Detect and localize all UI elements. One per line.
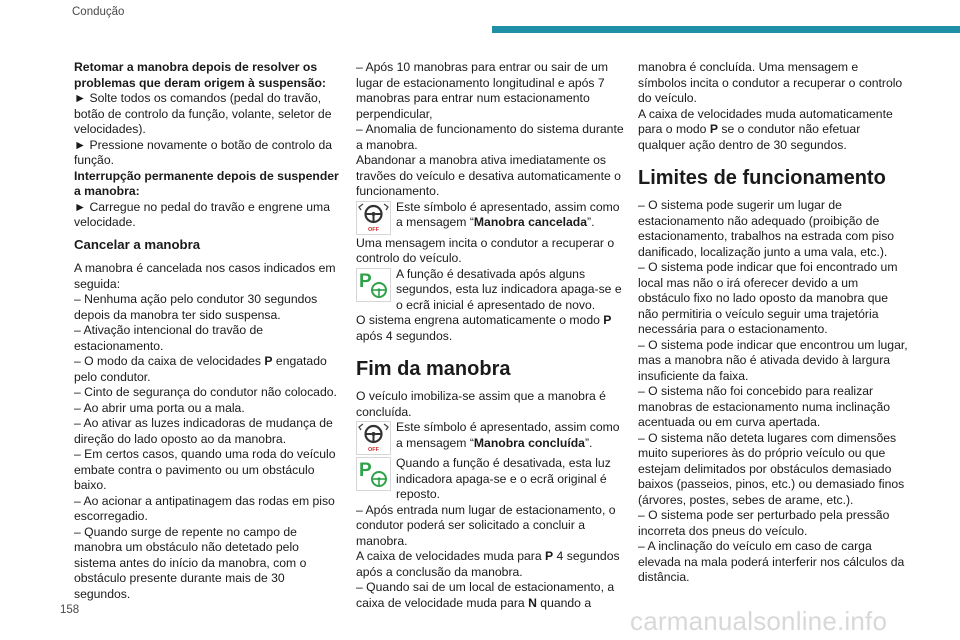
retomar-step-1: ► Solte todos os comandos (pedal do travão, botão de controlo da função, volante, seletor de velocidades). <box>74 91 332 136</box>
park-letter: P <box>359 270 372 292</box>
engrena-bold: P <box>603 313 612 327</box>
cancel-item: – Quando surge de repente no campo de manobra um obstáculo não detetado pelo sistema antes do início da manobra, com o obstáculo presente durante mais de 30 segundos. <box>74 524 307 601</box>
cancel-item: – Ao abrir uma porta ou a mala. <box>74 400 245 415</box>
park-assist-icon <box>356 457 391 491</box>
quando-sai-pre: – Quando sai de um local de estacionamento, a caixa de velocidade muda para <box>356 580 615 610</box>
cancel-item-gear <box>74 354 344 385</box>
quando-sai-post: quando a <box>536 595 592 610</box>
caixa-text <box>356 549 626 580</box>
cancel-item: – Em certos casos, quando uma roda do veículo embate contra o pavimento ou um obstáculo baixo. <box>74 447 336 492</box>
sym1-post: ”. <box>587 215 595 229</box>
engrena-pre: O sistema engrena automaticamente o modo <box>356 313 604 327</box>
cancel-item-gear-text: – O modo da caixa de velocidades <box>74 354 265 368</box>
fim-heading: Fim da manobra <box>356 358 511 380</box>
steering-wheel-off-icon <box>356 421 391 455</box>
limit-item: – A inclinação do veículo em caso de carga elevada na mala poderá interferir nos cálculos da distância. <box>638 539 905 584</box>
sym1-bold: Manobra cancelada <box>473 215 588 229</box>
limit-item: – O sistema não foi concebido para realizar manobras de estacionamento numa inclinação acentuada ou em curva apertada. <box>638 384 891 429</box>
limit-item: – O sistema pode sugerir um lugar de estacionamento não adequado (proibição de estacionamento, trabalhos na estrada com piso danificado, localização junto a uma vala, etc.). <box>638 198 895 259</box>
header-accent-bar <box>492 26 960 33</box>
imobiliza-text: O veículo imobiliza-se assim que a manobra é concluída. <box>356 389 606 419</box>
cancel-item: – Ativação intencional do travão de estacionamento. <box>74 323 264 353</box>
cancel-item: – Ao acionar a antipatinagem das rodas em piso escorregadio. <box>74 493 335 523</box>
sym2-bold: Manobra concluída <box>473 435 585 450</box>
park-assist-icon <box>356 268 391 302</box>
limit-item: – O sistema pode indicar que foi encontrado um local mas não o irá oferecer devido a um obstáculo fixo no lado oposto da manobra que não permitiria o veículo seguir uma trajetória necessária para o estacionamento. <box>638 260 898 336</box>
item-10-manobras: – Após 10 manobras para entrar ou sair de um lugar de estacionamento longitudinal e após 7 manobras para entrar num estacionamento perpendicular, <box>356 60 609 121</box>
limit-item: – O sistema não deteta lugares com dimensões muito superiores às do próprio veículo ou que estejam delimitados por obstáculos demasiado baixos (passeios, pinos, etc.) ou demasiado finos (árvores, postes, sebes de arame, etc.). <box>638 430 905 507</box>
column-3 <box>638 60 910 586</box>
steering-wheel-off-icon <box>356 201 391 235</box>
engrena-post: após 4 segundos. <box>356 328 453 343</box>
interrupcao-step: ► Carregue no pedal do travão e engrene uma velocidade. <box>74 199 330 229</box>
sym1-pre: Este símbolo é apresentado, assim como a mensagem “ <box>396 199 620 229</box>
caixa-modo-post: se o condutor não efetuar qualquer ação dentro de 30 segundos. <box>638 122 861 152</box>
abandonar-text: Abandonar a manobra ativa imediatamente os travões do veículo e desativa automaticamente o funcionamento. <box>356 153 621 198</box>
caixa-post: 4 segundos após a conclusão da manobra. <box>356 549 620 579</box>
limit-item: – O sistema pode ser perturbado pela pressão incorreta dos pneus do veículo. <box>638 508 890 538</box>
column-2 <box>356 60 626 611</box>
limit-item: – O sistema pode indicar que encontrou um lugar, mas a manobra não é ativada devido à largura insuficiente da faixa. <box>638 337 908 383</box>
header-label: Condução <box>72 6 125 18</box>
caixa-pre: A caixa de velocidades muda para <box>356 549 546 563</box>
park-letter: P <box>359 460 372 481</box>
off-label: OFF <box>368 447 379 453</box>
sym2-post: ”. <box>584 435 593 450</box>
sym2-pre: Este símbolo é apresentado, assim como a mensagem “ <box>396 420 620 450</box>
quando-func-text: Quando a função é desativada, esta luz indicadora apaga-se e o ecrã original é reposto. <box>396 456 611 501</box>
symbol-row-cancelada <box>356 200 626 236</box>
interrupcao-title: Interrupção permanente depois de suspender a manobra: <box>74 168 339 198</box>
func-desativada-text: A função é desativada após alguns segundos, esta luz indicadora apaga-se e o ecrã inicial é apresentado de novo. <box>396 266 622 312</box>
engrena-text <box>356 313 626 344</box>
symbol-row-quando-func <box>356 456 626 503</box>
page-number: 158 <box>60 604 80 616</box>
cancelar-heading: Cancelar a manobra <box>74 236 201 252</box>
cancel-item: – Ao ativar as luzes indicadoras de mudança de direção do lado oposto ao da manobra. <box>74 416 333 446</box>
symbol-cancelada-text <box>396 200 626 231</box>
msg-incita: Uma mensagem incita o condutor a recuperar o controlo do veículo. <box>356 235 615 265</box>
caixa-modo-text <box>638 107 910 154</box>
retomar-step-2: ► Pressione novamente o botão de controlo da função. <box>74 137 333 167</box>
off-label: OFF <box>368 226 379 233</box>
cancel-item: – Nenhuma ação pelo condutor 30 segundos depois da manobra ter sido suspensa. <box>74 292 318 322</box>
retomar-title: Retomar a manobra depois de resolver os problemas que deram origem à suspensão: <box>74 60 326 90</box>
column-1 <box>74 60 344 602</box>
symbol-row-concluida <box>356 420 626 456</box>
limites-heading: Limites de funcionamento <box>638 167 886 189</box>
caixa-bold: P <box>545 549 554 563</box>
caixa-modo-bold: P <box>709 122 718 136</box>
manobra-concluida-text: manobra é concluída. Uma mensagem e símbolos incita o condutor a recuperar o controlo do veículo. <box>638 60 903 105</box>
apos-entrada: – Após entrada num lugar de estacionamento, o condutor poderá ser solicitado a concluir a manobra. <box>356 502 616 548</box>
symbol-concluida-text <box>396 420 626 451</box>
quando-sai-bold: N <box>528 595 537 610</box>
item-anomalia: – Anomalia de funcionamento do sistema durante a manobra. <box>356 122 624 152</box>
symbol-row-func-desativada <box>356 267 626 314</box>
watermark: carmanualsonline.info <box>630 606 888 636</box>
gear-p: P <box>264 354 273 368</box>
cancel-item: – Cinto de segurança do condutor não colocado. <box>74 385 337 399</box>
caixa-modo-pre: A caixa de velocidades muda automaticamente para o modo <box>638 106 893 136</box>
cancelar-intro: A manobra é cancelada nos casos indicados em seguida: <box>74 261 336 291</box>
quando-sai <box>356 580 626 611</box>
cancel-item-gear-rest: engatado pelo condutor. <box>74 354 327 384</box>
